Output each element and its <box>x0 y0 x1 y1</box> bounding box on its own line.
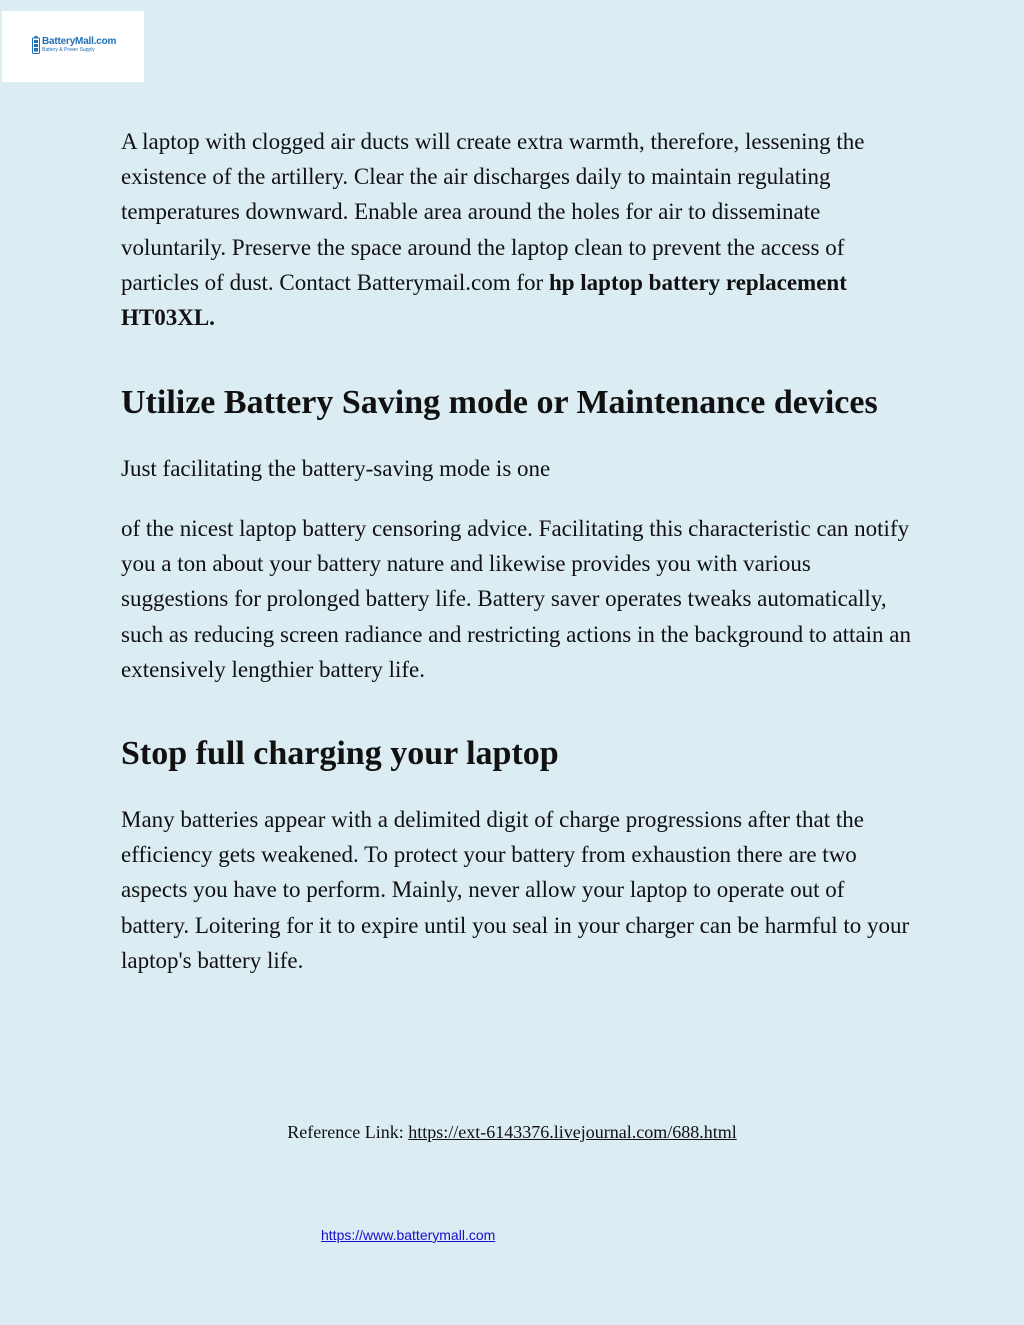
paragraph-air-ducts-bold: hp laptop battery replacement HT03XL. <box>121 269 847 331</box>
article-body <box>121 124 912 973</box>
logo-name: BatteryMall.com <box>42 36 117 47</box>
reference-label: Reference Link: <box>287 1122 409 1142</box>
paragraph-stop-charging: Many batteries appear with a delimited digit of charge progressions after that the efficiency gets weakened. To protect your battery from exhaustion there are two aspects you have to perform. Mainly, never allow your laptop to operate out of battery. Loitering for it to expire until you seal in your charger can be harmful to your laptop's battery life. <box>121 807 910 973</box>
paragraph-air-ducts <box>121 124 911 335</box>
paragraph-air-ducts-text: A laptop with clogged air ducts will create extra warmth, therefore, lessening the existence of the artillery. Clear the air discharges daily to maintain regulating temperatures downward. Enable area around the holes for air to disseminate voluntarily. Preserve the space around the laptop clean to prevent the access of particles of dust. Contact Batterymail.com for <box>121 129 865 295</box>
heading-stop-charging: Stop full charging your laptop <box>121 735 559 772</box>
paragraph-battery-saving-body: of the nicest laptop battery censoring advice. Facilitating this characteristic can notify you a ton about your battery nature and likewise provides you with various suggestions for prolonged battery life. Battery saver operates tweaks automatically, such as reducing screen radiance and restricting actions in the background to attain an extensively lengthier battery life. <box>121 516 912 682</box>
site-link[interactable]: https://www.batterymall.com <box>321 1227 496 1243</box>
reference-link[interactable]: https://ext-6143376.livejournal.com/688.html <box>408 1122 737 1142</box>
reference-line <box>0 1120 1024 1144</box>
battery-icon <box>32 36 40 54</box>
logo <box>32 36 116 54</box>
logo-tagline: Battery & Power Supply <box>42 47 95 53</box>
paragraph-battery-saving-intro: Just facilitating the battery-saving mode is one <box>121 456 551 481</box>
logo-container[interactable] <box>2 11 144 82</box>
heading-battery-saving: Utilize Battery Saving mode or Maintenance devices <box>121 384 878 421</box>
